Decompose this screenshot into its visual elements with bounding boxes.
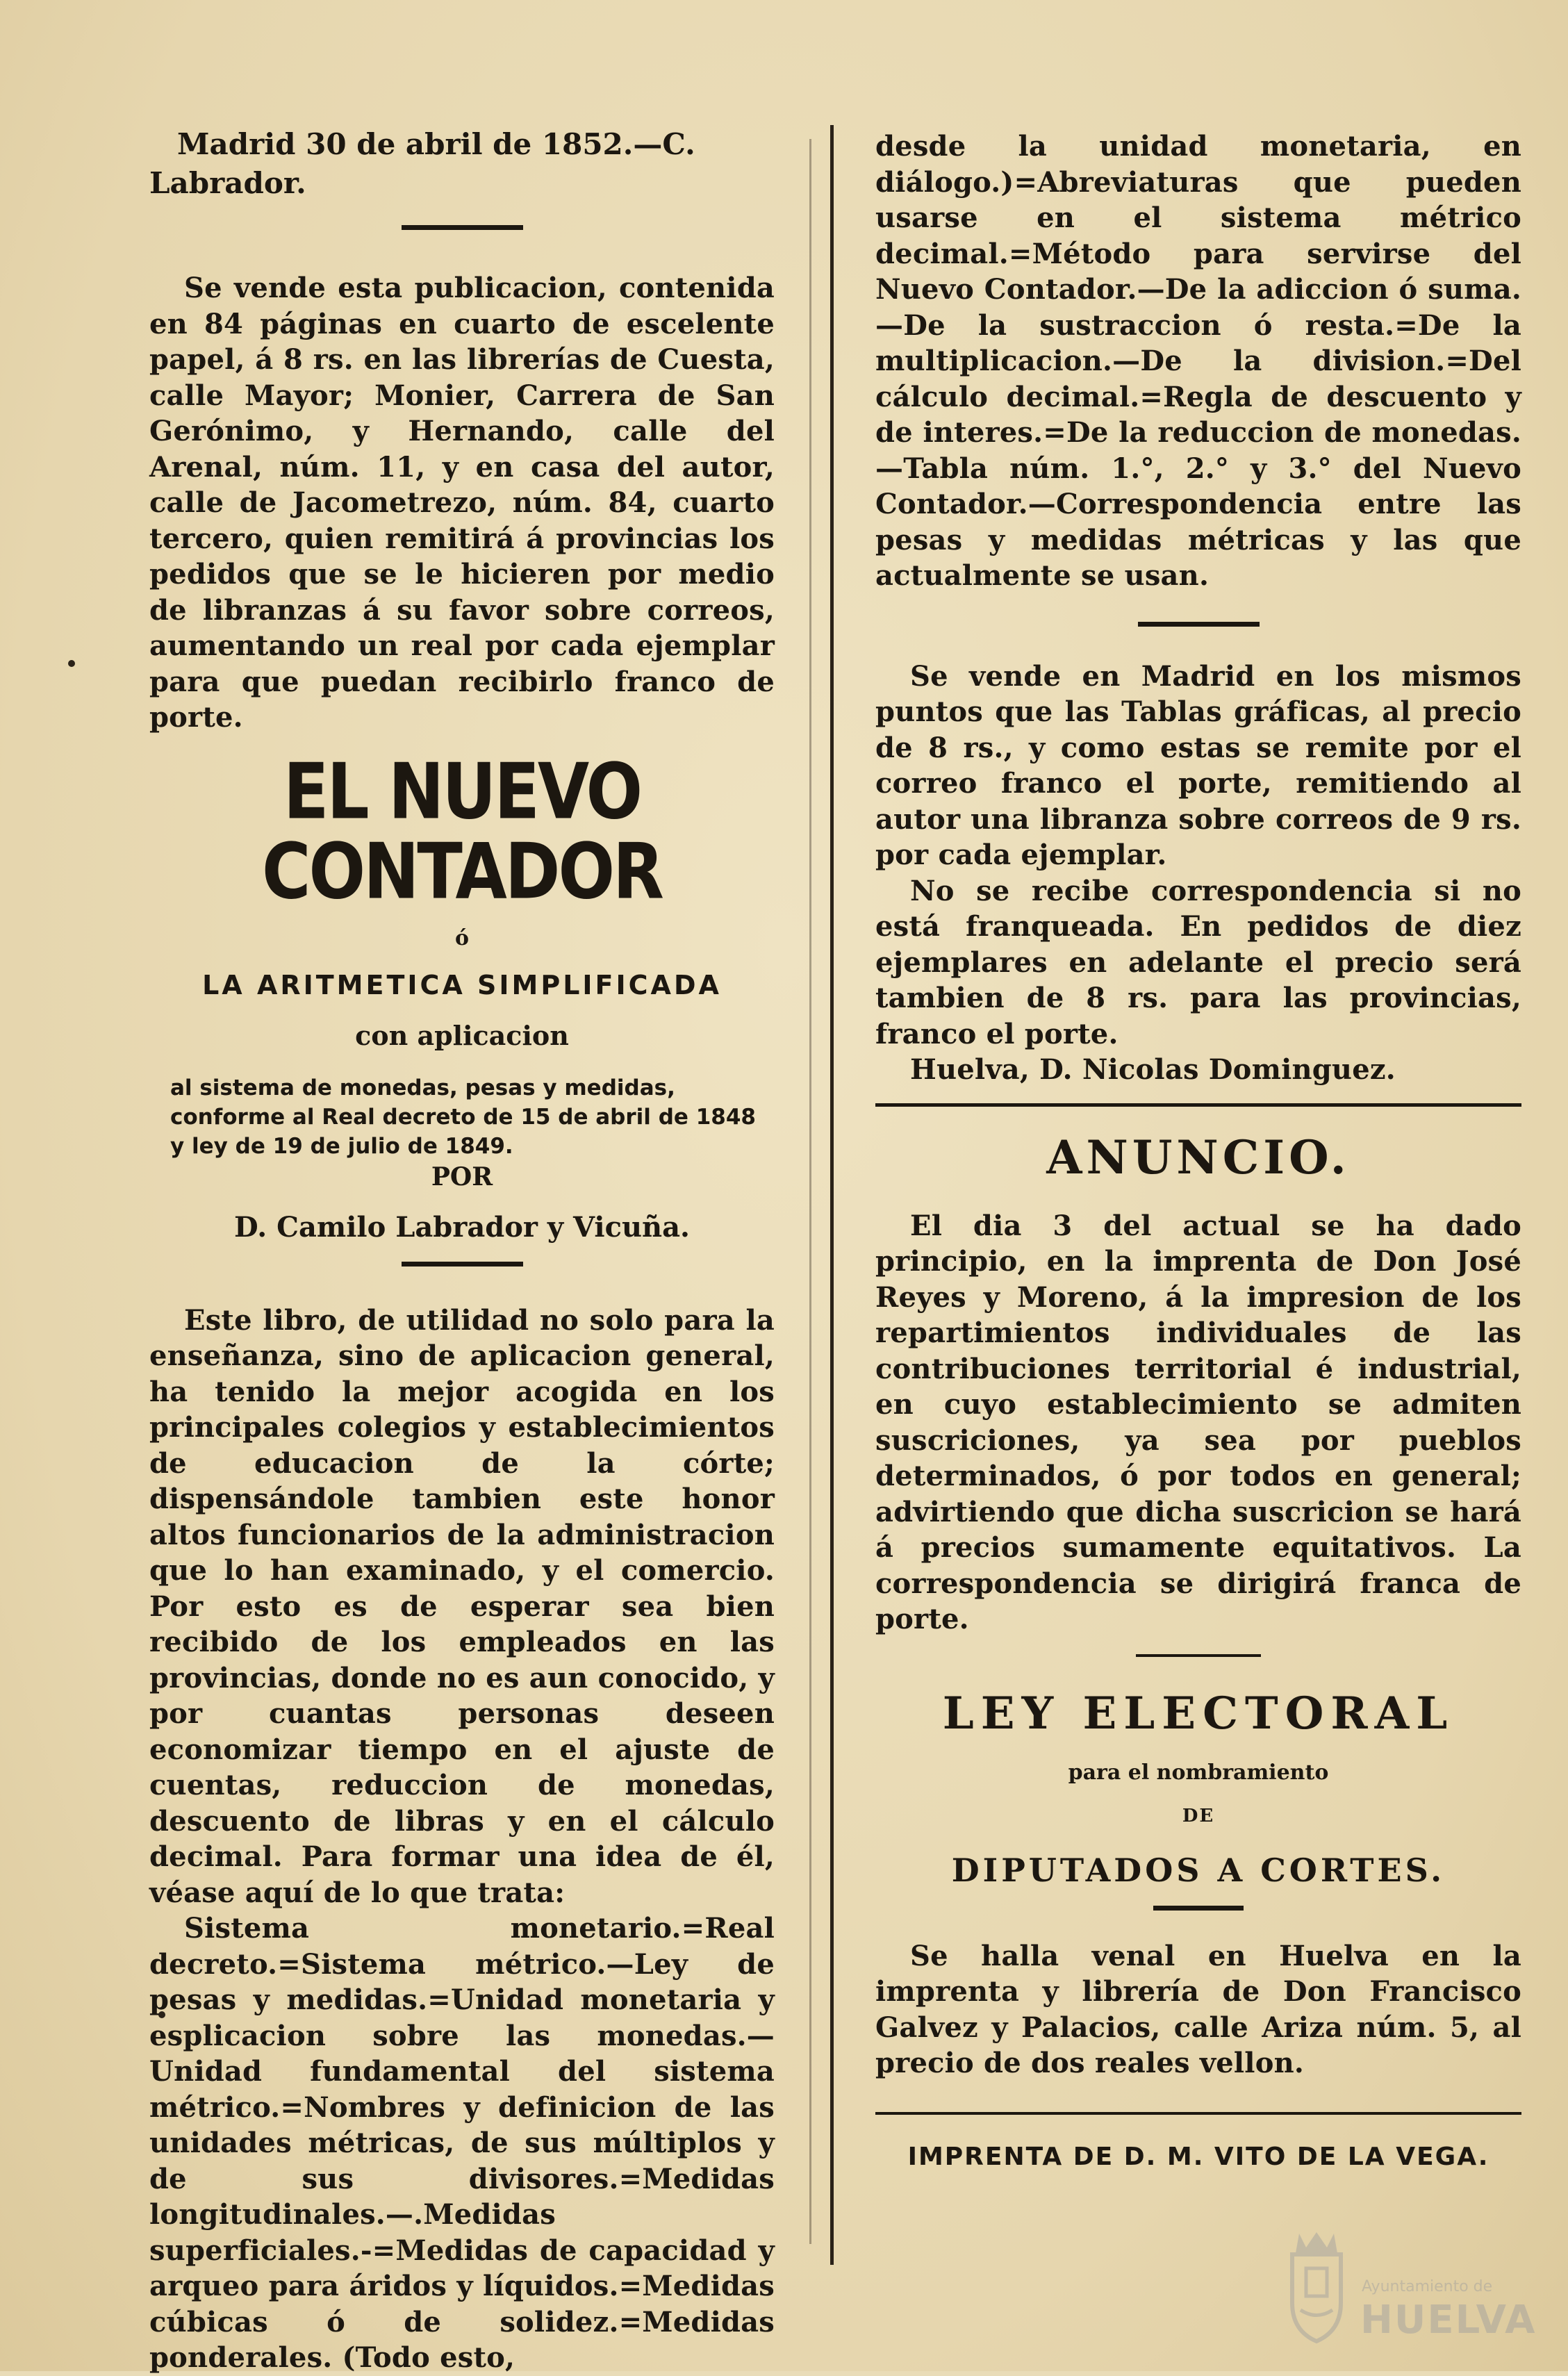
book-decree: al sistema de monedas, pesas y medidas, conforme al Real decreto de 15 de abril de 1848 y ley de 19 de julio de 1849. [170, 1075, 756, 1159]
separator-rule [1153, 1906, 1244, 1911]
sale-agent: Huelva, D. Nicolas Dominguez. [910, 1053, 1396, 1086]
right-column [875, 129, 1521, 2171]
left-column [149, 125, 775, 2376]
separator-rule [402, 1262, 523, 1267]
anuncio-text: El dia 3 del actual se ha dado principio, en la imprenta de Don José Reyes y Moreno, á la impresion de los repartimientos individuales de las contribuciones territorial é industrial, en cuyo establecimiento se admiten suscriciones, ya sea por pueblos determinados, ó por todos en general; advirtiendo que dicha suscricion se hará á precios sumamente equitativos. La correspondencia se dirigirá franca de porte. [875, 1209, 1521, 1635]
sale-paragraph-2: No se recibe correspondencia si no está franqueada. En pedidos de diez ejemplares en adelante el precio será tambien de 8 rs. para las provincias, franco el porte. [875, 874, 1521, 1050]
sale-notice: Se vende esta publicacion, contenida en 84 páginas en cuarto de escelente papel, á 8 rs. en las librerías de Cuesta, calle Mayor; Monier, Carrera de San Gerónimo, y Hernando, calle del Arenal, núm. 11, y en casa del autor, calle de Jacometrezo, núm. 84, cuarto tercero, quien remitirá á provincias los pedidos que se le hicieren por medio de libranzas á su favor sobre correos, aumentando un real por cada ejemplar para que puedan recibirlo franco de porte. [149, 272, 775, 734]
printer-imprint: IMPRENTA DE D. M. VITO DE LA VEGA. [907, 2142, 1489, 2171]
book-by: POR [431, 1162, 493, 1191]
book-description: Este libro, de utilidad no solo para la enseñanza, sino de aplicacion general, ha tenido la mejor acogida en los principales colegios y establecimientos de educacion de la córte; dispensándole tambien este honor altos funcionarios de la administracion que lo han examinado, y el comercio. Por esto es de esperar sea bien recibido de los empleados en las provincias, donde no es aun conocido, y por cuantas personas deseen economizar tiempo en el ajuste de cuentas, reduccion de monedas, descuento de libras y en el cálculo decimal. Para formar una idea de él, véase aquí de lo que trata: [149, 1303, 775, 1909]
section-rule [875, 2112, 1521, 2115]
book-contents-continued: desde la unidad monetaria, en diálogo.)=Abreviaturas que pueden usarse en el sistema métrico decimal.=Método para servirse del Nuevo Contador.—De la adiccion ó suma.—De la sustraccion ó resta.=De la multiplicacion.—De la division.=Del cálculo decimal.=Regla de descuento y de interes.=De la reduccion de monedas.—Tabla núm. 1.°, 2.° y 3.° del Nuevo Contador.—Correspondencia entre las pesas y medidas métricas y las que actualmente se usan. [875, 130, 1521, 592]
book-title: EL NUEVO CONTADOR [262, 746, 662, 916]
watermark-line1: Ayuntamiento de [1362, 2278, 1493, 2295]
book-author: D. Camilo Labrador y Vicuña. [234, 1210, 690, 1244]
dateline: Madrid 30 de abril de 1852.—C. Labrador. [149, 127, 695, 200]
book-or: ó [454, 925, 469, 950]
ley-electoral-heading: LEY ELECTORAL [942, 1687, 1455, 1740]
separator-rule [1138, 622, 1260, 627]
separator-rule [402, 225, 523, 230]
book-contents: Sistema monetario.=Real decreto.=Sistema métrico.—Ley de pesas y medidas.=Unidad monetaria y esplicacion sobre las monedas.—Unidad fundamental del sistema métrico.=Nombres y definicion de las unidades métricas, de sus múltiplos y de sus divisores.=Medidas longitudinales.—.Medidas superficiales.-=Medidas de capacidad y arqueo para áridos y líquidos.=Medidas cúbicas ó de solidez.=Medidas ponderales. (Todo esto, [149, 1912, 775, 2374]
ley-purpose: para el nombramiento [1068, 1760, 1329, 1785]
anuncio-heading: ANUNCIO. [1046, 1130, 1351, 1185]
column-divider [830, 125, 834, 2265]
ley-de: DE [1182, 1805, 1215, 1826]
coat-of-arms-icon [1278, 2227, 1355, 2345]
watermark-line2: HUELVA [1360, 2297, 1537, 2343]
archive-watermark [1278, 2227, 1535, 2352]
ink-speck [68, 660, 75, 667]
book-subtitle: LA ARITMETICA SIMPLIFICADA [202, 969, 722, 1000]
separator-rule [1136, 1654, 1261, 1660]
ley-subtitle: DIPUTADOS A CORTES. [951, 1851, 1446, 1889]
column-shadow-rule [809, 139, 811, 2244]
book-application: con aplicacion [355, 1019, 569, 1051]
section-rule [875, 1103, 1521, 1107]
sale-paragraph-1: Se vende en Madrid en los mismos puntos que las Tablas gráficas, al precio de 8 rs., y como estas se remite por el correo franco el porte, remitiendo al autor una libranza sobre correos de 9 rs. por cada ejemplar. [875, 659, 1521, 871]
ley-sale-text: Se halla venal en Huelva en la imprenta y librería de Don Francisco Galvez y Palacios, calle Ariza núm. 5, al precio de dos reales vellon. [875, 1939, 1521, 2079]
